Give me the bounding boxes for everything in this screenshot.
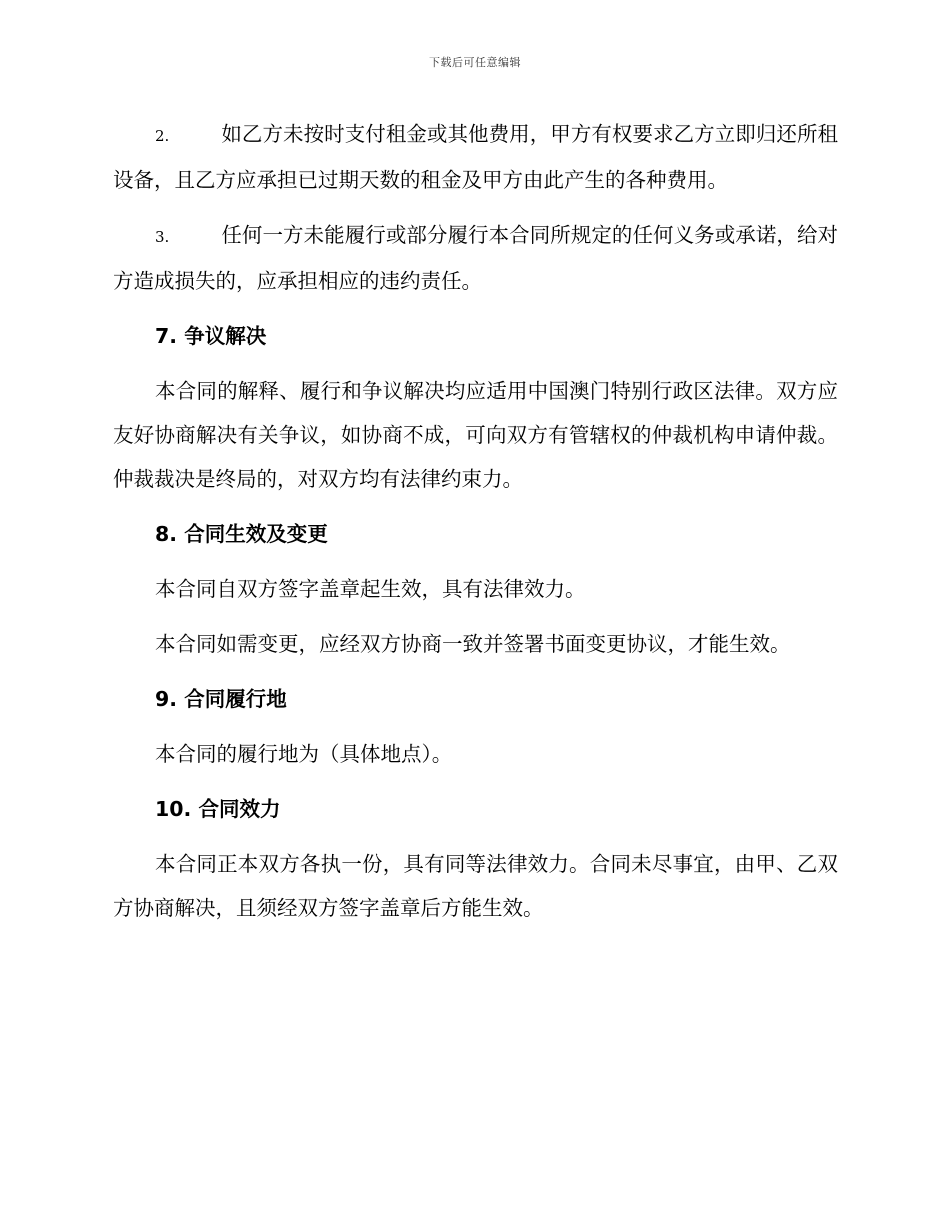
- document-body: [113, 112, 838, 941]
- section-heading-contract-validity: 10. 合同效力: [155, 797, 281, 821]
- section-heading-dispute-resolution: 7. 争议解决: [155, 324, 267, 348]
- clause-text: 任何一方未能履行或部分履行本合同所规定的任何义务或承诺，给对方造成损失的，应承担相应的违约责任。: [113, 223, 838, 293]
- section-paragraph: 本合同如需变更，应经双方协商一致并签署书面变更协议，才能生效。: [155, 632, 791, 656]
- clause-number: 3.: [155, 228, 170, 246]
- clause-item-3: [113, 213, 838, 303]
- section-paragraph: 本合同自双方签字盖章起生效，具有法律效力。: [155, 577, 586, 601]
- clause-number: 2.: [155, 127, 170, 145]
- section-paragraph: 本合同的解释、履行和争议解决均应适用中国澳门特别行政区法律。双方应友好协商解决有关争议，如协商不成，可向双方有管辖权的仲裁机构申请仲裁。仲裁裁决是终局的，对双方均有法律约束力。: [113, 379, 838, 491]
- clause-item-2: [113, 112, 838, 202]
- clause-text: 如乙方未按时支付租金或其他费用，甲方有权要求乙方立即归还所租设备，且乙方应承担已过期天数的租金及甲方由此产生的各种费用。: [113, 122, 838, 192]
- header-note: 下载后可任意编辑: [429, 56, 521, 69]
- section-paragraph: 本合同的履行地为（具体地点）。: [155, 742, 453, 766]
- section-heading-effectiveness-and-amendment: 8. 合同生效及变更: [155, 522, 328, 546]
- section-paragraph: 本合同正本双方各执一份，具有同等法律效力。合同未尽事宜，由甲、乙双方协商解决，且须经双方签字盖章后方能生效。: [113, 852, 838, 920]
- section-heading-place-of-performance: 9. 合同履行地: [155, 687, 287, 711]
